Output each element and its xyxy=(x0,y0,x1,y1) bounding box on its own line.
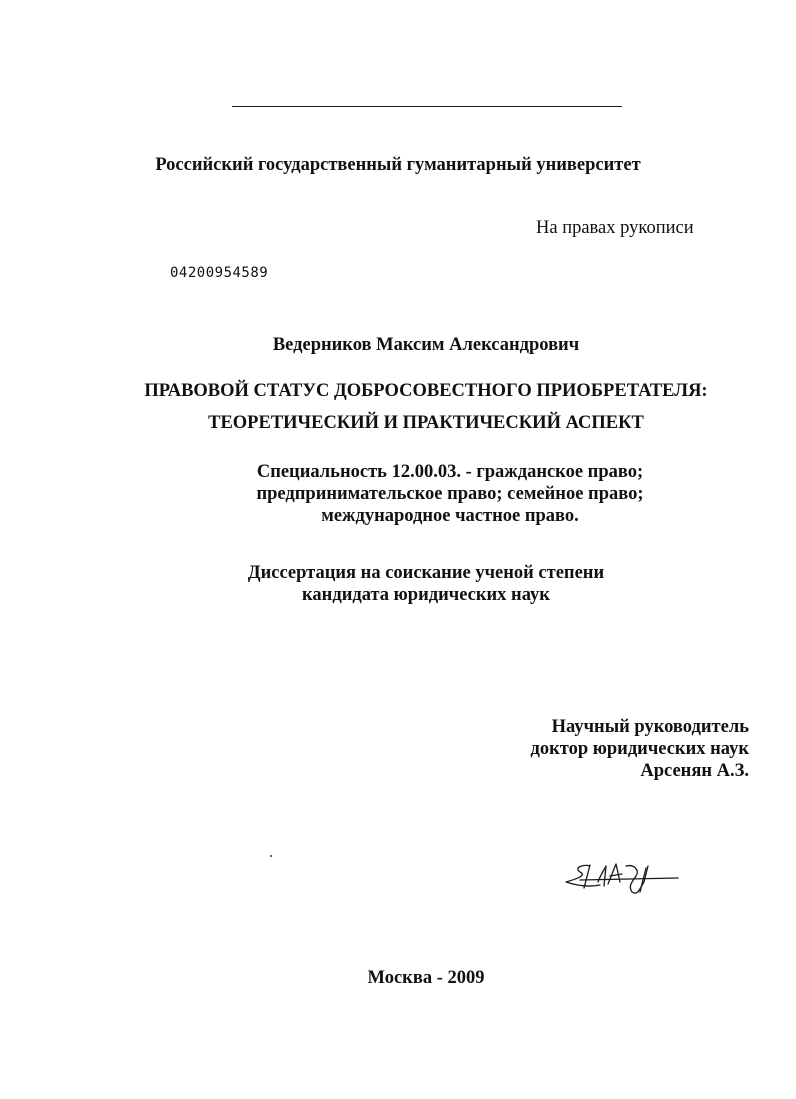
advisor-title: доктор юридических наук xyxy=(530,739,749,759)
degree-block xyxy=(0,562,796,606)
manuscript-note: На правах рукописи xyxy=(536,218,694,238)
top-rule xyxy=(232,106,622,107)
specialty-line-1: Специальность 12.00.03. - гражданское право; xyxy=(256,462,644,482)
city-year: Москва - 2009 xyxy=(367,968,485,988)
advisor-role: Научный руководитель xyxy=(551,717,749,737)
scan-speck xyxy=(270,855,272,857)
university-name: Российский государственный гуманитарный университет xyxy=(155,155,641,175)
dissertation-title-line-2: ТЕОРЕТИЧЕСКИЙ И ПРАКТИЧЕСКИЙ АСПЕКТ xyxy=(208,413,644,433)
handwritten-signature xyxy=(560,852,684,902)
author-name: Ведерников Максим Александрович xyxy=(272,335,580,355)
advisor-name: Арсенян А.З. xyxy=(640,761,749,781)
specialty-block xyxy=(150,461,750,527)
advisor-block xyxy=(449,716,749,782)
dissertation-title-line-1: ПРАВОВОЙ СТАТУС ДОБРОСОВЕСТНОГО ПРИОБРЕТАТЕЛЯ: xyxy=(144,381,708,401)
degree-line-1: Диссертация на соискание ученой степени xyxy=(247,563,605,583)
specialty-line-3: международное частное право. xyxy=(321,506,579,526)
degree-line-2: кандидата юридических наук xyxy=(302,585,550,605)
specialty-line-2: предпринимательское право; семейное право; xyxy=(256,484,644,504)
catalog-number: 04200954589 xyxy=(170,265,269,281)
